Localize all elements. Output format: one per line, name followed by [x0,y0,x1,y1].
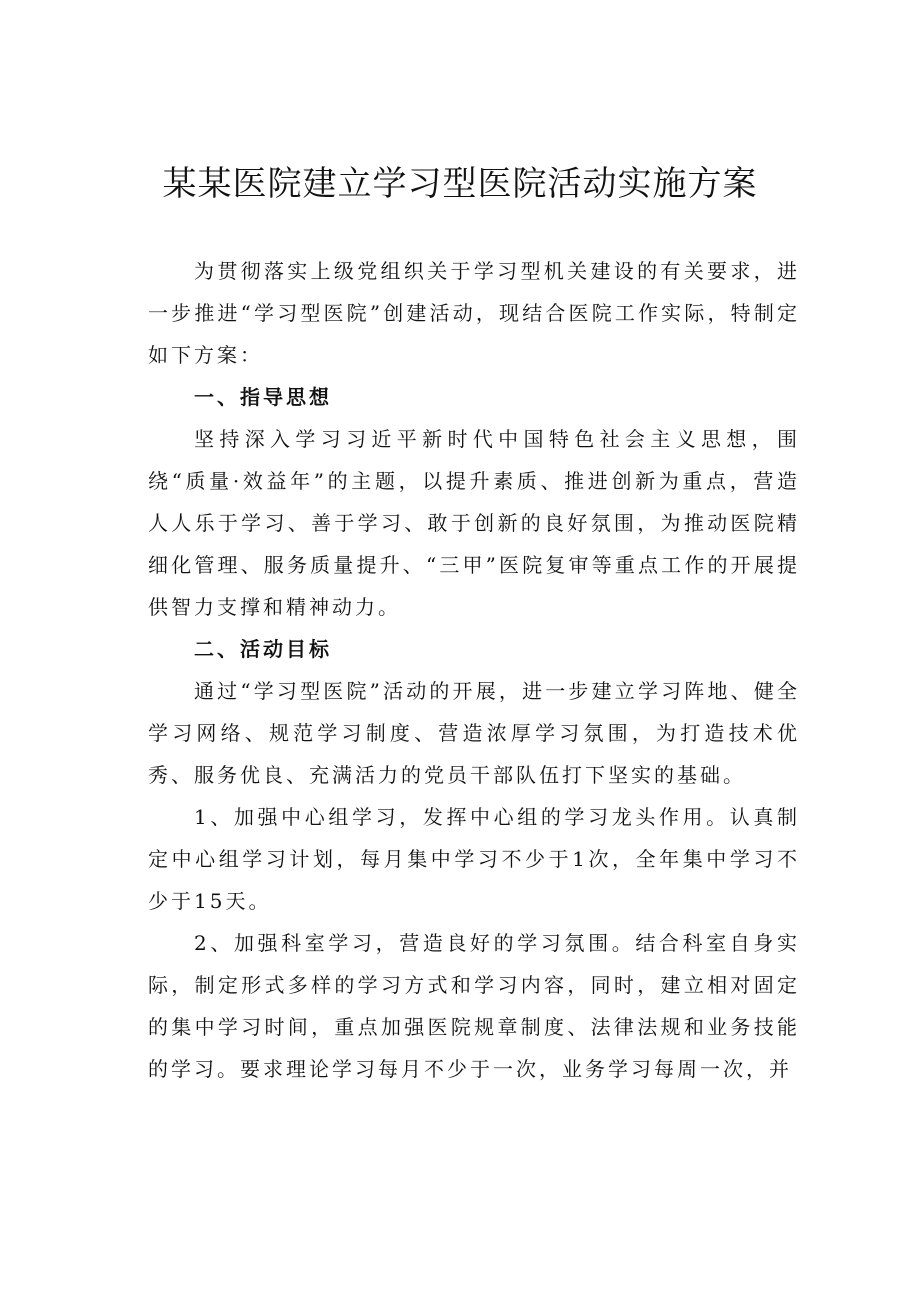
activity-goals-paragraph: 通过“学习型医院”活动的开展，进一步建立学习阵地、健全学习网络、规范学习制度、营造浓厚学习氛围，为打造技术优秀、服务优良、充满活力的党员干部队伍打下坚实的基础。 [148,679,800,787]
goal-item-2: 2、加强科室学习，营造良好的学习氛围。结合科室自身实际，制定形式多样的学习方式和学习内容，同时，建立相对固定的集中学习时间，重点加强医院规章制度、法律法规和业务技能的学习。要求理论学习每月不少于一次，业务学习每周一次，并 [148,931,800,1081]
guiding-thought-paragraph: 坚持深入学习习近平新时代中国特色社会主义思想，围绕“质量·效益年”的主题，以提升素质、推进创新为重点，营造人人乐于学习、善于学习、敢于创新的良好氛围，为推动医院精细化管理、服务质量提升、“三甲”医院复审等重点工作的开展提供智力支撑和精神动力。 [148,427,800,619]
document-title: 某某医院建立学习型医院活动实施方案 [162,164,758,204]
intro-paragraph: 为贯彻落实上级党组织关于学习型机关建设的有关要求，进一步推进“学习型医院”创建活动，现结合医院工作实际，特制定如下方案： [148,259,800,367]
section-heading-activity-goals: 二、活动目标 [194,637,332,661]
section-heading-guiding-thought: 一、指导思想 [194,385,332,409]
document-body [148,250,800,1090]
goal-item-1: 1、加强中心组学习，发挥中心组的学习龙头作用。认真制定中心组学习计划，每月集中学习不少于1次，全年集中学习不少于15天。 [148,805,800,913]
